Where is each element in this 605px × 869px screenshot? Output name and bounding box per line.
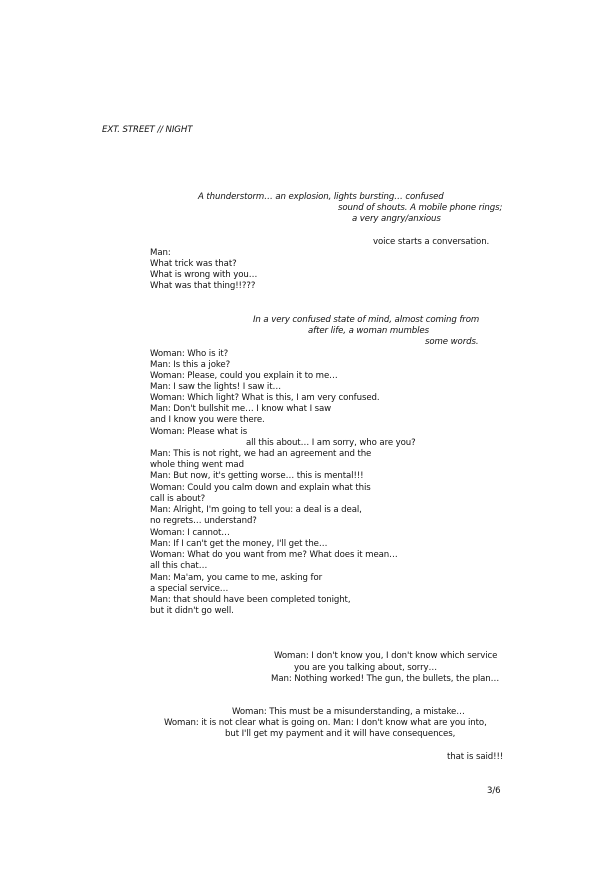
dialogue-line: Man: that should have been completed tonight, (150, 595, 351, 605)
dialogue-line: a special service… (150, 584, 229, 594)
dialogue-line: Woman: I cannot… (150, 528, 230, 538)
dialogue-line: Man: But now, it's getting worse… this is mental!!! (150, 471, 364, 481)
dialogue-line: Man: Don't bullshit me… I know what I saw (150, 404, 332, 414)
dialogue-line: Woman: I don't know you, I don't know which service (274, 651, 498, 661)
stage-direction-line: after life, a woman mumbles (308, 326, 429, 336)
dialogue-line: Woman: Which light? What is this, I am very confused. (150, 393, 380, 403)
stage-direction-line: some words. (425, 337, 479, 347)
dialogue-line: Man: I saw the lights! I saw it… (150, 382, 281, 392)
dialogue-line: Man: Alright, I'm going to tell you: a deal is a deal, (150, 505, 362, 515)
dialogue-line: Woman: Please what is (150, 427, 248, 437)
dialogue-line: Man: Ma'am, you came to me, asking for (150, 573, 323, 583)
page-number: 3/6 (487, 786, 501, 796)
dialogue-line: Woman: it is not clear what is going on. Man: I don't know what are you into, (164, 718, 487, 728)
dialogue-line: What was that thing!!??? (150, 281, 256, 291)
dialogue-line: Woman: What do you want from me? What does it mean… (150, 550, 398, 560)
dialogue-line: and I know you were there. (150, 415, 265, 425)
stage-direction-line: A thunderstorm… an explosion, lights bursting… confused (198, 192, 444, 202)
dialogue-line: but it didn't go well. (150, 606, 234, 616)
dialogue-line: Man: (150, 248, 171, 258)
dialogue-line: whole thing went mad (150, 460, 244, 470)
dialogue-line: no regrets… understand? (150, 516, 257, 526)
dialogue-line: Man: Is this a joke? (150, 360, 231, 370)
dialogue-line: you are you talking about, sorry… (294, 663, 437, 673)
stage-direction-line: In a very confused state of mind, almost coming from (253, 315, 480, 325)
dialogue-line: call is about? (150, 494, 206, 504)
dialogue-line: but I'll get my payment and it will have consequences, (225, 729, 456, 739)
stage-direction-line: voice starts a conversation. (373, 237, 490, 247)
dialogue-line: Woman: This must be a misunderstanding, a mistake… (232, 707, 465, 717)
dialogue-line: What is wrong with you… (150, 270, 258, 280)
dialogue-line: Woman: Please, could you explain it to me… (150, 371, 338, 381)
dialogue-line: Man: This is not right, we had an agreement and the (150, 449, 372, 459)
dialogue-line: What trick was that? (150, 259, 237, 269)
scene-heading: EXT. STREET // NIGHT (102, 125, 193, 135)
stage-direction-line: sound of shouts. A mobile phone rings; (338, 203, 503, 213)
dialogue-line: Woman: Who is it? (150, 349, 229, 359)
dialogue-line: all this chat… (150, 561, 208, 571)
dialogue-line: Man: Nothing worked! The gun, the bullets, the plan… (271, 674, 500, 684)
stage-direction-line: a very angry/anxious (352, 214, 441, 224)
dialogue-line: that is said!!! (447, 752, 504, 762)
dialogue-line: Man: If I can't get the money, I'll get the… (150, 539, 328, 549)
dialogue-line: Woman: Could you calm down and explain what this (150, 483, 371, 493)
dialogue-line: all this about… I am sorry, who are you? (246, 438, 416, 448)
